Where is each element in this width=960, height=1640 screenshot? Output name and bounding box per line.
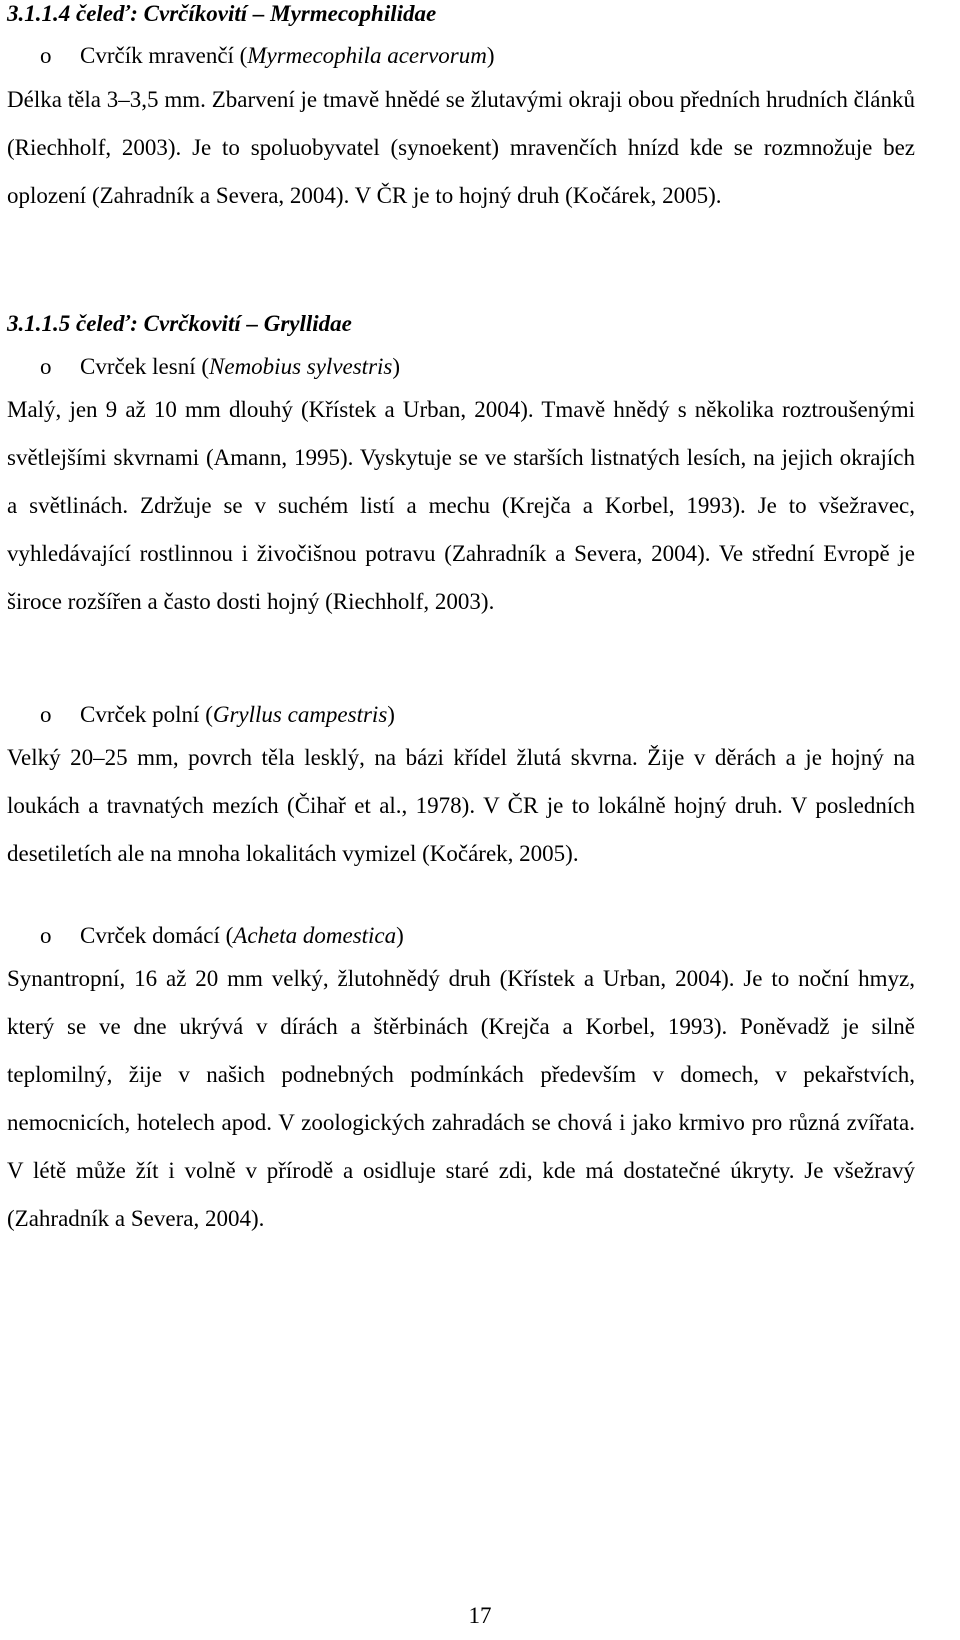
page-number: 17: [468, 1603, 492, 1628]
bullet-marker: o: [40, 702, 52, 727]
species-close-paren: ): [392, 354, 401, 379]
species-latin-name: Gryllus campestris: [212, 702, 388, 727]
paragraph-gryllus: Velký 20–25 mm, povrch těla lesklý, na bázi křídel žlutá skvrna. Žije v děrách a je hojný na loukách a travnatých mezích (Čihař et al., 1978). V ČR je to lokálně hojný druh. V posledních desetiletích ale na mnoha lokalitách vymizel (Kočárek, 2005).: [7, 745, 915, 866]
bullet-marker: o: [40, 923, 52, 948]
paragraph-acheta: Synantropní, 16 až 20 mm velký, žlutohnědý druh (Křístek a Urban, 2004). Je to noční hmyz, který se ve dne ukrývá v dírách a štěrbinách (Krejča a Korbel, 1993). Poněvadž je silně teplomilný, žije v našich podnebných podmínkách především v domech, v pekařstvích, nemocnicích, hotelech apod. V zoologických zahradách se chová i jako krmivo pro různá zvířata. V létě může žít i volně v přírodě a osidluje staré zdi, kde má dostatečné úkryty. Je všežravý (Zahradník a Severa, 2004).: [7, 966, 915, 1231]
species-common-name: Cvrčík mravenčí (: [80, 43, 248, 68]
section-heading-gryllidae: 3.1.1.5 čeleď: Cvrčkovití – Gryllidae: [7, 311, 352, 336]
species-item-acheta: [40, 922, 404, 950]
species-close-paren: ): [387, 702, 395, 727]
species-close-paren: ): [486, 43, 495, 68]
section-heading-myrmecophilidae: 3.1.1.4 čeleď: Cvrčíkovití – Myrmecophilidae: [7, 1, 437, 26]
species-latin-name: Acheta domestica: [233, 923, 397, 948]
species-common-name: Cvrček domácí (: [80, 923, 234, 948]
species-item-nemobius: [40, 353, 400, 381]
species-common-name: Cvrček polní (: [80, 702, 213, 727]
species-common-name: Cvrček lesní (: [80, 354, 210, 379]
bullet-marker: o: [40, 43, 52, 68]
paragraph-nemobius: Malý, jen 9 až 10 mm dlouhý (Křístek a Urban, 2004). Tmavě hnědý s několika roztroušenými světlejšími skvrnami (Amann, 1995). Vyskytuje se ve starších listnatých lesích, na jejich okrajích a světlinách. Zdržuje se v suchém listí a mechu (Krejča a Korbel, 1993). Je to všežravec, vyhledávající rostlinnou i živočišnou potravu (Zahradník a Severa, 2004). Ve střední Evropě je široce rozšířen a často dosti hojný (Riechholf, 2003).: [7, 397, 915, 614]
bullet-marker: o: [40, 354, 52, 379]
species-latin-name: Nemobius sylvestris: [209, 354, 393, 379]
species-latin-name: Myrmecophila acervorum: [247, 43, 487, 68]
species-item-gryllus: [40, 701, 395, 729]
paragraph-myrmecophila: Délka těla 3–3,5 mm. Zbarvení je tmavě hnědé se žlutavými okraji obou předních hrudních článků (Riechholf, 2003). Je to spoluobyvatel (synoekent) mravenčích hnízd kde se rozmnožuje bez oplození (Zahradník a Severa, 2004). V ČR je to hojný druh (Kočárek, 2005).: [7, 87, 915, 208]
species-item-myrmecophila: [40, 42, 495, 70]
species-close-paren: ): [396, 923, 404, 948]
